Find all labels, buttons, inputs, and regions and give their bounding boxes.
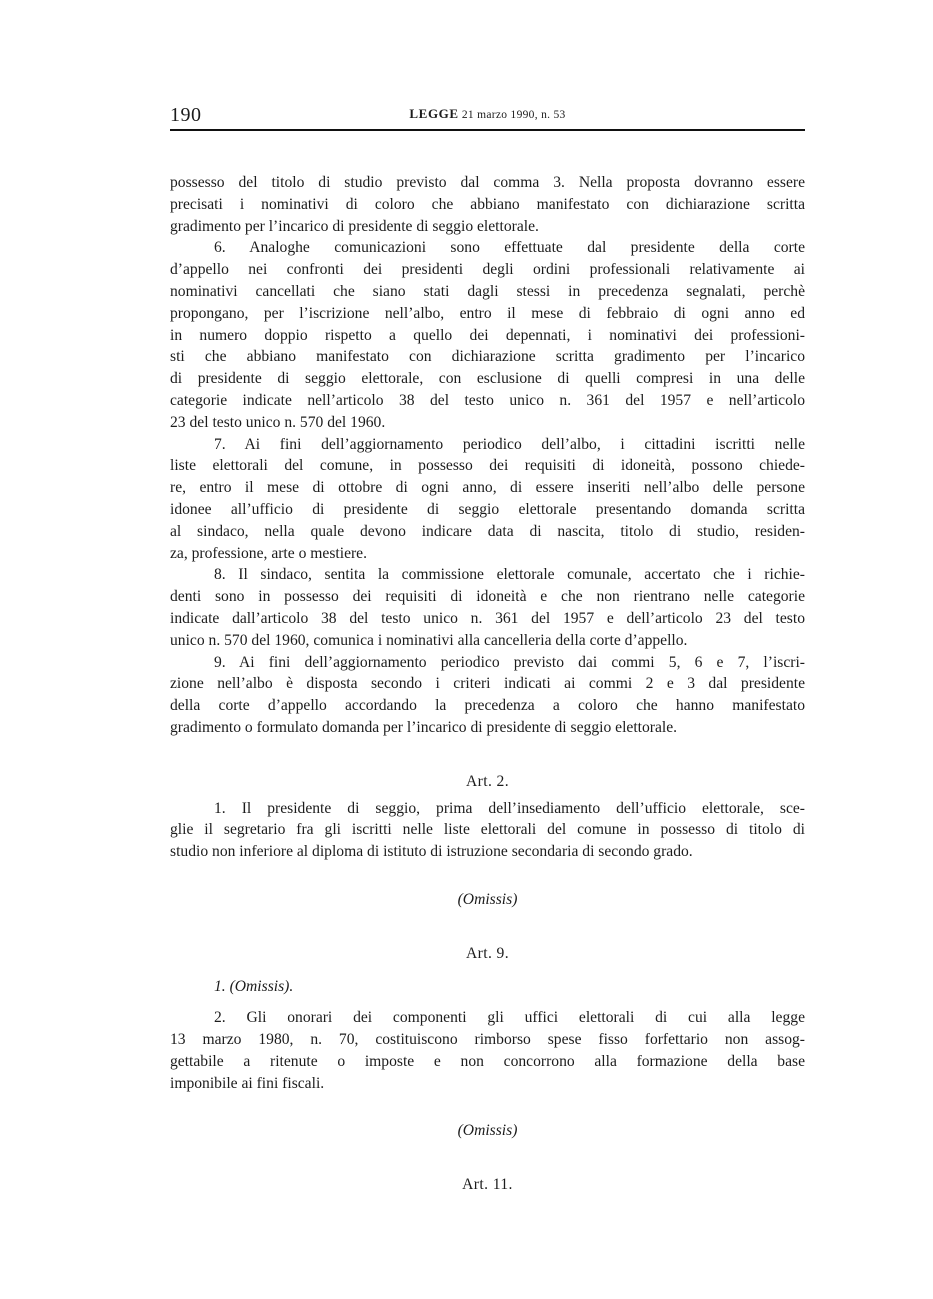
text-line: 6. Analoghe comunicazioni sono effettuate dal presidente della corte: [214, 239, 805, 257]
paragraph: [170, 434, 805, 565]
text-line: imponibile ai fini fiscali.: [170, 1074, 325, 1092]
omissis-paragraph: 1. (Omissis).: [214, 977, 294, 995]
text-line: al sindaco, nella quale devono indicare data di nascita, titolo di studio, residen-: [170, 522, 805, 540]
article-heading: Art. 9.: [465, 944, 510, 962]
text-line: glie il segretario fra gli iscritti nelle liste elettorali del comune in possesso di titolo di: [170, 821, 805, 839]
text-line: indicate dall’articolo 38 del testo unico n. 361 del 1957 e dell’articolo 23 del testo: [170, 609, 805, 627]
text-line: 13 marzo 1980, n. 70, costituiscono rimborso spese fisso forfettario non assog-: [170, 1031, 805, 1049]
text-line: d’appello nei confronti dei presidenti degli ordini professionali relativamente ai: [170, 261, 805, 279]
text-line: nominativi cancellati che siano stati dagli stessi in precedenza segnalati, perchè: [170, 282, 805, 300]
text-line: precisati i nominativi di coloro che abbiano manifestato con dichiarazione scritta: [170, 195, 805, 213]
omissis-marker: (Omissis): [457, 1122, 518, 1140]
text-line: della corte d’appello accordando la precedenza a coloro che hanno manifestato: [170, 697, 805, 715]
text-line: zione nell’albo è disposta secondo i criteri indicati ai commi 2 e 3 dal presidente: [170, 675, 805, 693]
paragraph: [170, 652, 805, 739]
page-number: 190: [170, 104, 202, 126]
paragraph: [170, 237, 805, 433]
text-line: re, entro il mese di ottobre di ogni anno, di essere inseriti nell’albo delle persone: [170, 479, 805, 497]
text-line: sti che abbiano manifestato con dichiarazione scritta gradimento per l’incarico: [170, 348, 805, 366]
text-line: di presidente di seggio elettorale, con esclusione di quelli compresi in una delle: [170, 370, 805, 388]
text-line: 8. Il sindaco, sentita la commissione elettorale comunale, accertato che i richie-: [214, 566, 805, 584]
text-line: gradimento o formulato domanda per l’incarico di presidente di seggio elettorale.: [170, 718, 678, 736]
running-title-rest: 21 marzo 1990, n. 53: [458, 109, 566, 121]
text-line: liste elettorali del comune, in possesso dei requisiti di idoneità, possono chiede-: [170, 457, 805, 475]
omissis-marker: (Omissis): [457, 890, 518, 908]
text-line: 23 del testo unico n. 570 del 1960.: [170, 413, 386, 431]
text-line: in numero doppio rispetto a quello dei depennati, i nominativi dei professioni-: [170, 326, 805, 344]
text-line: idonee all’ufficio di presidente di seggio elettorale presentando domanda scritta: [170, 500, 805, 518]
text-line: denti sono in possesso dei requisiti di idoneità e che non rientrano nelle categorie: [170, 588, 805, 606]
text-line: gradimento per l’incarico di presidente di seggio elettorale.: [170, 217, 539, 235]
text-line: gettabile a ritenute o imposte e non concorrono alla formazione della base: [170, 1052, 805, 1070]
page-body: [170, 172, 805, 1201]
text-line: 1. Il presidente di seggio, prima dell’insediamento dell’ufficio elettorale, sce-: [214, 799, 805, 817]
text-line: za, professione, arte o mestiere.: [170, 544, 368, 562]
text-line: categorie indicate nell’articolo 38 del testo unico n. 361 del 1957 e nell’articolo: [170, 391, 805, 409]
paragraph: [170, 798, 805, 863]
text-line: 2. Gli onorari dei componenti gli uffici elettorali di cui alla legge: [214, 1009, 805, 1027]
text-line: unico n. 570 del 1960, comunica i nominativi alla cancelleria della corte d’appello.: [170, 631, 688, 649]
text-line: propongano, per l’iscrizione nell’albo, entro il mese di febbraio di ogni anno ed: [170, 304, 805, 322]
page-header: [170, 0, 805, 131]
running-title-law-word: LEGGE: [409, 106, 459, 121]
text-line: studio non inferiore al diploma di istituto di istruzione secondaria di secondo grado.: [170, 843, 693, 861]
paragraph: [170, 564, 805, 651]
running-title: [170, 106, 805, 122]
paragraph: [170, 1007, 805, 1094]
text-line: 7. Ai fini dell’aggiornamento periodico dell’albo, i cittadini iscritti nelle: [214, 435, 805, 453]
text-line: 9. Ai fini dell’aggiornamento periodico previsto dai commi 5, 6 e 7, l’iscri-: [214, 653, 805, 671]
paragraph: [170, 172, 805, 237]
article-heading: Art. 11.: [462, 1176, 513, 1194]
text-line: possesso del titolo di studio previsto dal comma 3. Nella proposta dovranno essere: [170, 174, 805, 191]
article-heading: Art. 2.: [465, 772, 510, 790]
